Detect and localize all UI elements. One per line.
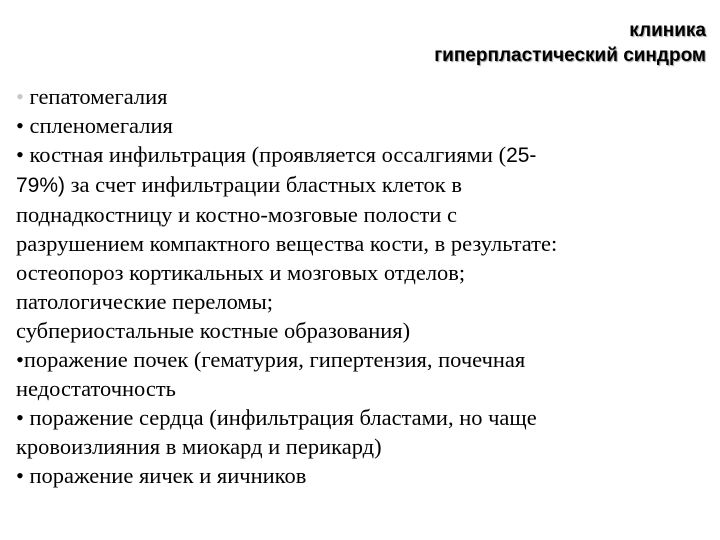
text-segment: • костная инфильтрация (проявляется оссалгиями ( xyxy=(16,142,507,167)
list-item-hepatomegaly xyxy=(16,82,712,111)
list-item-bone-infiltration xyxy=(16,140,712,170)
list-item-heart-damage: • поражение сердца (инфильтрация бластами, но чаще xyxy=(16,405,537,430)
text-line: поднадкостницу и костно-мозговые полости с xyxy=(16,202,458,227)
text-line: остеопороз кортикальных и мозговых отделов; xyxy=(16,260,466,285)
list-item-kidney-damage: •поражение почек (гематурия, гипертензия, почечная xyxy=(16,347,526,372)
text-line: разрушением компактного вещества кости, в результате: xyxy=(16,231,558,256)
header-line-syndrome: гиперпластический синдром xyxy=(434,45,706,66)
list-item-gonad-damage: • поражение яичек и яичников xyxy=(16,463,307,488)
list-item-splenomegaly: • спленомегалия xyxy=(16,113,173,138)
header-line-clinic: клиника xyxy=(629,20,706,41)
slide-header xyxy=(434,18,706,68)
slide-body xyxy=(16,82,712,490)
text-line: патологические переломы; xyxy=(16,289,274,314)
text-line: кровоизлияния в миокард и перикард) xyxy=(16,434,382,459)
list-item-text: гепатомегалия xyxy=(23,84,168,109)
text-line xyxy=(16,170,712,200)
percent-range-end: 79%) xyxy=(16,174,66,197)
text-line: недостаточность xyxy=(16,376,176,401)
bullet-icon: • xyxy=(16,84,24,109)
percent-range-start: 25- xyxy=(506,144,537,167)
text-segment: за счет инфильтрации бластных клеток в xyxy=(65,172,462,197)
text-line: субпериостальные костные образования) xyxy=(16,318,411,343)
